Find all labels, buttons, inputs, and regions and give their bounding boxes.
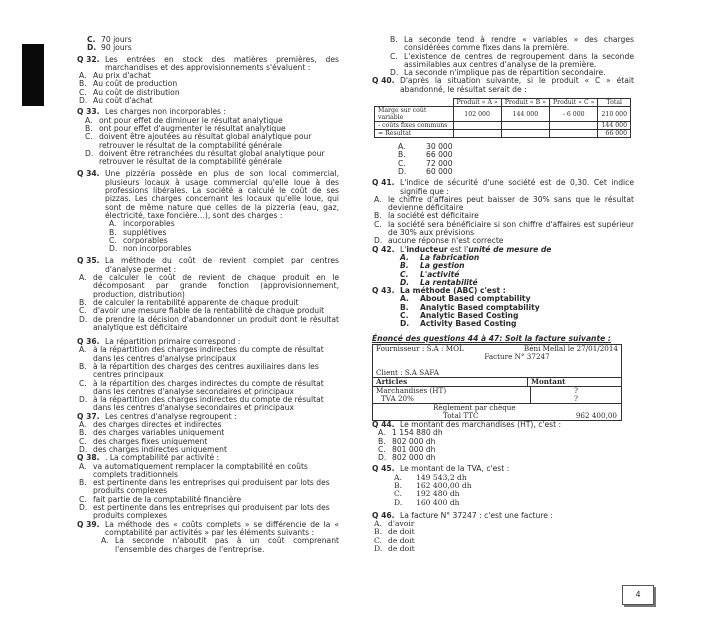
option: A. de calculer le coût de revient de chaque produit en le décomposant par grande fonction (approvisionnement, production, distribution) <box>79 273 339 299</box>
question-33: Q 33. Les charges non incorporables : <box>77 107 226 117</box>
product-table <box>374 98 631 138</box>
question-32: Q 32. Les entrées en stock des matières premières, des marchandises et des approvisionnements s'évaluent : <box>77 54 339 72</box>
option: D. La seconde n'implique pas de répartition secondaire. <box>390 68 606 78</box>
question-38: Q 38. . La comptabilité par activité : <box>77 453 220 463</box>
option: B. supplétives <box>109 227 167 237</box>
option: B. 66 000 <box>398 150 453 160</box>
option: A. 149 543,2 dh <box>394 472 467 482</box>
option-d: D. 90 jours <box>87 43 132 53</box>
option: B. de calculer la rentabilité apparente de chaque produit <box>79 297 299 307</box>
option: B. 802 000 dh <box>378 436 436 446</box>
option: D. aucune réponse n'est correcte <box>374 236 504 246</box>
option: C. Analytic Based Costing <box>400 311 519 321</box>
option: A. des charges directes et indirectes <box>79 420 222 430</box>
option: C. 801 000 dh <box>378 444 436 454</box>
invoice-payment: Règlement par chèque <box>433 402 516 412</box>
option: A. à la répartition des charges indirectes du compte de résultat dans les centres d'analyse principaux <box>79 345 324 363</box>
invoice-total-value: 962 400,00 <box>575 410 617 420</box>
right-column <box>372 36 634 553</box>
option: B. Au coût de production <box>79 79 178 89</box>
option: B. à la répartition des charges des centres auxiliaires dans les centres principaux <box>79 361 319 380</box>
option: D. doivent être retranchées du résultat global analytique pour retrouver le résultat de la comptabilité générale <box>85 148 325 167</box>
invoice-row-label: Marchandises (HT) <box>376 385 447 395</box>
question-34: Q 34. Une pizzéria possède en plus de son local commercial, plusieurs locaux à usage commercial qu'elle loue à des professions libérales. La société a calculé le coût de ses pizzas. Les charges concernant les locaux qu'elle loue, qui sont de même nature que celles de la pizzeria (eau, gaz, électricité, taxe foncière…), sont des charges : <box>77 169 339 220</box>
option: C. à la répartition des charges indirectes du compte de résultat dans les centres d'analyse secondaires et principaux <box>79 378 324 396</box>
question-46: Q 46. La facture N° 37247 : c'est une facture : <box>372 510 553 520</box>
option: D. Activity Based Costing <box>400 319 517 329</box>
option: D. La rentabilité <box>400 277 478 287</box>
option-c: C. 70 jours <box>87 35 132 44</box>
option: D. est pertinente dans les entreprises qui produisent par lots des produits complexes <box>79 503 330 521</box>
invoice-row-label: TVA 20% <box>381 393 414 403</box>
invoice-row-value: ? <box>530 395 621 403</box>
option: A. 30 000 <box>398 142 453 152</box>
option: B. la société est déficitaire <box>374 211 479 221</box>
option: A. 1 154 880 dh <box>378 428 443 438</box>
table-header-row: Produit « A » Produit « B » Produit « C » Total <box>375 99 631 107</box>
option: A. ont pour effet de diminuer le résultat analytique <box>85 115 283 125</box>
option: B. La gestion <box>400 261 465 271</box>
question-39: Q 39. La méthode des « coûts complets » se différencie de la « comptabilité par activités » par les éléments suivants : <box>77 519 339 537</box>
option: D. Au coût d'achat <box>79 96 153 106</box>
option: C. de doit <box>374 535 415 545</box>
question-40: Q 40. D'après la situation suivante, si le produit « C » était abandonné, le résultat serait de : <box>372 76 634 94</box>
option: D. non incorporables <box>109 244 192 254</box>
option: C. la société sera bénéficiaire si son chiffre d'affaires est supérieur de 30% aux prévisions <box>374 219 634 238</box>
option: D. des charges indirectes uniquement <box>79 444 227 454</box>
option: C. des charges fixes uniquement <box>79 436 208 446</box>
option: A. Au prix d'achat <box>79 71 151 81</box>
option: D. 160 400 dh <box>394 497 460 507</box>
option: B. Analytic Based comptability <box>400 302 540 312</box>
option: C. doivent être ajoutées au résultat global analytique pour retrouver le résultat de la comptabilité générale <box>85 132 312 150</box>
option: B. ont pour effet d'augmenter le résultat analytique <box>85 123 286 133</box>
table-row: Marge sur coût variable 102 000 144 000 - 6 000 210 000 <box>375 107 631 122</box>
option: A. d'avoir <box>374 519 415 529</box>
invoice-supplier: Fournisseur : S.A : MOL <box>376 343 464 353</box>
question-45: Q 45. Le montant de la TVA, c'est : <box>372 464 510 474</box>
option: D. de doit <box>374 544 415 554</box>
invoice-col-montant: Montant <box>527 378 621 386</box>
question-42: Q 42. L'inducteur est l'unité de mesure de <box>372 244 552 254</box>
question-36: Q 36. La répartition primaire correspond : <box>77 337 241 347</box>
option: A. incorporables <box>109 219 175 229</box>
invoice-client: Client : S.A SAFA <box>373 369 621 378</box>
option: A. About Based comptability <box>400 294 531 304</box>
invoice-row-value: ? <box>530 387 621 395</box>
invoice-total-label: Total TTC <box>443 410 479 420</box>
option: B. est pertinente dans les entreprises qui produisent par lots des produits complexes <box>79 478 330 496</box>
option: C. Au coût de distribution <box>79 87 180 97</box>
question-37: Q 37. Les centres d'analyse regroupent : <box>77 411 237 421</box>
table-row: = Résultat 66 000 <box>375 130 631 138</box>
redaction-block <box>22 44 44 106</box>
option: D. de prendre la décision d'abandonner un produit dont le résultat analytique est déficitaire <box>79 314 339 332</box>
option: B. des charges variables uniquement <box>79 428 225 438</box>
option: B. de doit <box>374 527 415 537</box>
option: A. va automatiquement remplacer la comptabilité en coûts complets traditionnels <box>79 461 308 479</box>
question-35: Q 35. La méthode du coût de revient complet par centres d'analyse permet : <box>77 256 339 274</box>
question-44: Q 44. Le montant des marchandises (HT), c'est : <box>372 419 562 429</box>
table-row: - coûts fixes communs 144 000 <box>375 122 631 130</box>
option: A. La seconde n'aboutit pas à un coût comprenant l'ensemble des charges de l'entreprise. <box>101 536 339 554</box>
invoice-number: Facture N° 37247 <box>484 351 550 361</box>
option: C. 72 000 <box>398 158 453 168</box>
option: D. 802 000 dh <box>378 453 436 463</box>
question-43: Q 43. La méthode (ABC) c'est : <box>372 286 506 296</box>
question-41: Q 41. L'indice de sécurité d'une société est de 0,30. Cet indice signifie que : <box>372 178 634 196</box>
option: C. corporables <box>109 235 168 245</box>
invoice-box <box>372 344 622 421</box>
option: C. fait partie de la comptabilité financière <box>79 494 242 504</box>
left-column <box>77 36 339 554</box>
option: D. à la répartition des charges indirectes du compte de résultat dans les centres d'analyse secondaires et principaux <box>79 395 324 413</box>
option: D. 60 000 <box>398 166 453 176</box>
page-number: 4 <box>622 585 654 605</box>
option: C. L'existence de centres de regroupement dans la seconde assimilables aux centres d'analyse de la première. <box>390 51 634 69</box>
option: B. La seconde tend à rendre « variables » des charges considérées comme fixes dans la première. <box>390 35 634 53</box>
option: B. 162 400,00 dh <box>394 480 472 490</box>
option: C. 192 480 dh <box>394 489 460 499</box>
invoice-heading: Énoncé des questions 44 à 47: Soit la facture suivante : <box>372 333 611 343</box>
option: A. La fabrication <box>400 252 480 262</box>
option: C. d'avoir une mesure fiable de la rentabilité de chaque produit <box>79 306 325 316</box>
option: C. L'activité <box>400 269 460 279</box>
invoice-col-articles: Articles <box>376 376 408 386</box>
invoice-city-date: Béni Mellal le 27/01/2014 <box>523 343 618 353</box>
option: A. le chiffre d'affaires peut baisser de 30% sans que le résultat devienne déficitaire <box>374 194 634 213</box>
